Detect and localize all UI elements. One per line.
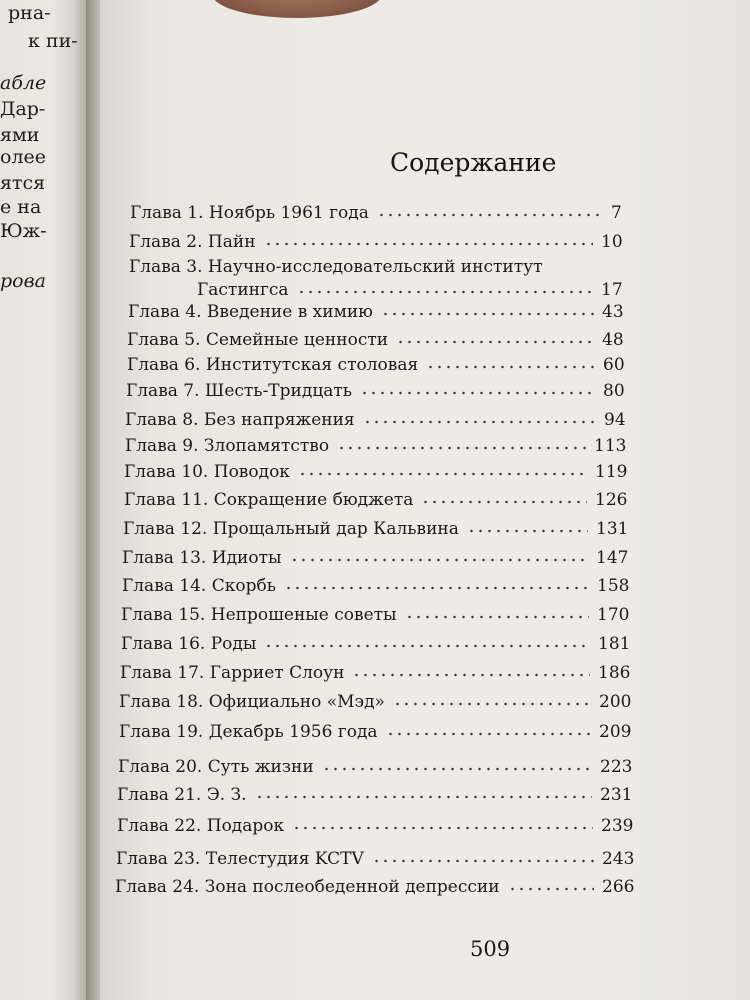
toc-entry: [100, 330, 750, 356]
toc-page-number: 119: [595, 462, 628, 482]
toc-entry-title: Глава 20. Суть жизни: [118, 757, 314, 777]
contents-page: [100, 0, 750, 1000]
toc-page-number: 181: [598, 634, 631, 654]
toc-entry-title: Глава 23. Телестудия KCTV: [116, 849, 364, 869]
toc-entry-title: Глава 1. Ноябрь 1961 года: [130, 203, 369, 223]
toc-page-number: 48: [602, 330, 624, 350]
toc-entry: [100, 692, 750, 718]
toc-entry: [100, 634, 750, 660]
toc-page-number: 170: [597, 605, 630, 625]
left-page-line: Дар-: [0, 98, 46, 120]
toc-page-number: 43: [602, 302, 624, 322]
toc-entry-title: Глава 14. Скорбь: [122, 576, 276, 596]
toc-leader-dots: [322, 764, 592, 774]
toc-leader-dots: [508, 884, 594, 894]
toc-entry-title: Глава 10. Поводок: [124, 462, 290, 482]
toc-entry: [100, 785, 750, 811]
toc-page-number: 239: [601, 816, 634, 836]
toc-entry-title: Глава 21. Э. З.: [117, 785, 247, 805]
page-number: 509: [470, 937, 511, 961]
toc-page-number: 200: [599, 692, 632, 712]
toc-leader-dots: [264, 239, 593, 249]
toc-entry-title: Глава 19. Декабрь 1956 года: [119, 722, 378, 742]
toc-leader-dots: [298, 469, 587, 479]
toc-page-number: 209: [599, 722, 632, 742]
toc-leader-dots: [421, 497, 587, 507]
toc-page-number: 158: [597, 576, 630, 596]
toc-entry: [100, 490, 750, 516]
toc-entry: [100, 381, 750, 407]
toc-leader-dots: [352, 670, 590, 680]
toc-leader-dots: [405, 612, 589, 622]
toc-entry: [100, 877, 750, 903]
toc-leader-dots: [396, 337, 594, 347]
toc-entry-title: Глава 6. Институтская столовая: [127, 355, 419, 375]
toc-entry-title: Глава 11. Сокращение бюджета: [124, 490, 414, 510]
thumb-shadow: [212, 0, 382, 18]
left-page-line: Юж-: [0, 220, 47, 242]
toc-entry-title: Глава 4. Введение в химию: [128, 302, 373, 322]
toc-leader-dots: [386, 729, 591, 739]
toc-leader-dots: [381, 309, 594, 319]
toc-entry: [100, 816, 750, 842]
toc-leader-dots: [360, 388, 595, 398]
toc-entry-title: Глава 8. Без напряжения: [125, 410, 355, 430]
toc-page-number: 80: [603, 381, 625, 401]
toc-entry-title: Глава 2. Пайн: [129, 232, 256, 252]
toc-entry-title: Глава 16. Роды: [121, 634, 257, 654]
toc-entry-title: Глава 18. Официально «Мэд»: [119, 692, 385, 712]
toc-entry: [100, 436, 750, 462]
toc-entry-title: Глава 13. Идиоты: [122, 548, 282, 568]
left-page-line: олее: [0, 146, 46, 168]
toc-leader-dots: [292, 823, 593, 833]
toc-leader-dots: [426, 362, 595, 372]
toc-entry: [100, 548, 750, 574]
left-page-line: ятся: [0, 172, 46, 194]
left-page-line: рна-: [8, 2, 51, 24]
toc-leader-dots: [372, 856, 594, 866]
toc-leader-dots: [297, 287, 593, 297]
toc-entry-title: Глава 12. Прощальный дар Кальвина: [123, 519, 459, 539]
toc-entry-title: Глава 7. Шесть-Тридцать: [126, 381, 353, 401]
toc-page-number: 147: [596, 548, 629, 568]
toc-page-number: 186: [598, 663, 631, 683]
toc-leader-dots: [284, 583, 589, 593]
toc-entry: [100, 355, 750, 381]
toc-page-number: 243: [602, 849, 635, 869]
toc-page-number: 126: [595, 490, 628, 510]
toc-entry: [100, 302, 750, 328]
toc-leader-dots: [290, 555, 588, 565]
toc-page-number: 60: [603, 355, 625, 375]
toc-leader-dots: [337, 443, 586, 453]
toc-entry: [100, 519, 750, 545]
toc-page-number: 7: [611, 203, 622, 223]
toc-leader-dots: [393, 699, 591, 709]
toc-entry: [100, 462, 750, 488]
left-page-line: абле: [0, 72, 47, 94]
left-page-line: ями: [0, 124, 40, 146]
toc-entry-title: Глава 22. Подарок: [117, 816, 285, 836]
toc-leader-dots: [377, 210, 603, 220]
toc-entry: [100, 232, 750, 258]
toc-entry: [100, 849, 750, 875]
toc-entry-title: Глава 15. Непрошеные советы: [121, 605, 397, 625]
toc-entry: [100, 605, 750, 631]
toc-leader-dots: [264, 641, 590, 651]
toc-entry-title: Глава 24. Зона послеобеденной депрессии: [115, 877, 500, 897]
toc-entry-title: Глава 5. Семейные ценности: [127, 330, 389, 350]
toc-entry: [100, 722, 750, 748]
left-page-line: рова: [0, 270, 46, 292]
toc-entry: [100, 757, 750, 783]
toc-leader-dots: [363, 417, 596, 427]
toc-leader-dots: [255, 792, 592, 802]
toc-entry-title-cont: Гастингса: [197, 280, 289, 300]
left-page-line: к пи-: [28, 30, 78, 52]
toc-page-number: 131: [596, 519, 629, 539]
toc-page-number: 10: [601, 232, 623, 252]
toc-entry-title: Глава 3. Научно-исследовательский институт: [129, 257, 543, 277]
toc-page-number: 17: [601, 280, 623, 300]
left-facing-page: [0, 0, 92, 1000]
toc-entry: [100, 576, 750, 602]
toc-page-number: 266: [602, 877, 635, 897]
toc-page-number: 231: [600, 785, 633, 805]
toc-entry-title: Глава 9. Злопамятство: [125, 436, 330, 456]
toc-entry: [100, 410, 750, 436]
toc-entry: [100, 257, 750, 300]
toc-entry-title: Глава 17. Гарриет Слоун: [120, 663, 345, 683]
toc-page-number: 223: [600, 757, 633, 777]
toc-page-number: 94: [604, 410, 626, 430]
left-page-line: е на: [0, 196, 42, 218]
page-title: Содержание: [390, 148, 557, 177]
toc-entry: [100, 663, 750, 689]
toc-entry: [100, 203, 750, 229]
toc-page-number: 113: [594, 436, 627, 456]
toc-leader-dots: [467, 526, 588, 536]
